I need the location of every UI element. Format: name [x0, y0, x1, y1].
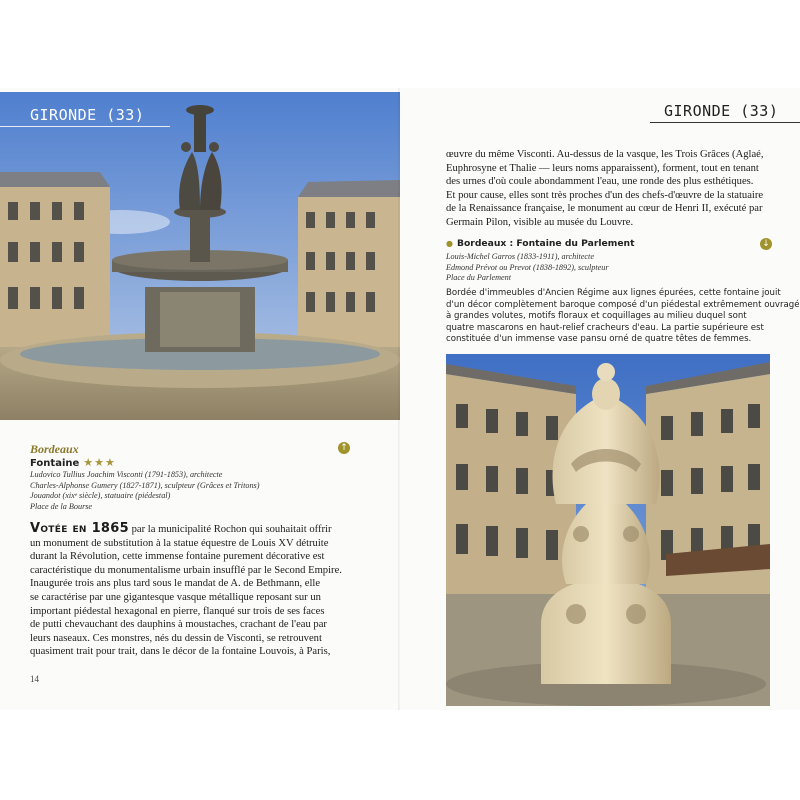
entry-title: Bordeaux : Fontaine du Parlement	[456, 238, 635, 249]
fontaine-des-trois-graces-photo	[0, 92, 400, 420]
body-line: Bordée d'immeubles d'Ancien Régime aux lignes épurées, cette fontaine jouit	[446, 288, 781, 298]
lead-in: Votée en 1865	[30, 521, 129, 536]
body-line: d'un décor complètement baroque composé d'un piédestal extrêmement ouvragé	[446, 299, 800, 310]
credit-line: Charles-Alphonse Gumery (1827-1871), sculpteur (Grâces et Tritons)	[30, 480, 260, 490]
credit-line: Ludovico Tullius Joachim Visconti (1791-1853), architecte	[30, 470, 223, 479]
entry-title: Fontaine	[30, 458, 80, 469]
body-line: Inaugurée trois ans plus tard sous le mandat de A. de Bethmann, elle	[30, 578, 321, 590]
body-line: quatre mascarons en haut-relief cracheurs d'eau. La partie supérieure est	[446, 322, 764, 333]
credits-block-right	[446, 252, 776, 284]
body-line: se caractérise par une gigantesque vasque métallique reposant sur un	[30, 591, 321, 603]
credit-line: Place du Parlement	[446, 273, 512, 282]
city-name: Bordeaux	[30, 442, 79, 456]
body-line: caractéristique du monumentalisme urbain insufflé par le Second Empire.	[30, 564, 342, 576]
header-rule	[0, 126, 170, 127]
body-line: leurs naseaux. Ces monstres, nés du dessin de Visconti, se retrouvent	[30, 632, 322, 644]
body-line: Et pour cause, elles sont très proches d'un des chefs-d'œuvre de la statuaire	[446, 189, 764, 201]
arrow-down-circle-icon[interactable]: ↓	[760, 238, 772, 250]
star-rating: ★★★	[83, 456, 116, 469]
body-line: constituée d'un immense vase pansu orné de quatre têtes de femmes.	[446, 334, 752, 345]
body-text-right-2	[446, 288, 800, 346]
entry-heading	[30, 456, 116, 469]
header-rule	[650, 122, 800, 123]
body-line: Germain Pilon, visible au musée du Louvre.	[446, 216, 634, 228]
body-text-right	[446, 148, 786, 230]
bullet-icon: ●	[446, 239, 453, 248]
body-line: Votée en 1865 par la municipalité Rochon qui souhaitait offrir	[30, 521, 332, 536]
page-number: 14	[30, 674, 39, 684]
arrow-up-circle-icon[interactable]: ↑	[338, 442, 350, 454]
body-line: de la Renaissance française, le monument au cœur de Henri II, exécuté par	[446, 203, 763, 215]
entry-heading-right	[446, 238, 635, 249]
body-line: quasiment trait pour trait, dans le décor de la fontaine Louvois, à Paris,	[30, 646, 331, 658]
body-line: à grandes volutes, motifs floraux et coquillages au milieu duquel sont	[446, 311, 747, 322]
body-line: important piédestal hexagonal en pierre, flanqué sur trois de ses faces	[30, 605, 325, 617]
fontaine-du-parlement-photo	[446, 354, 770, 706]
body-line: Euphrosyne et Thalie — leurs noms apparaissent), forment, tout en tenant	[446, 162, 759, 174]
credit-line: Edmond Prévot ou Prevot (1838-1892), sculpteur	[446, 262, 609, 272]
running-header-right: GIRONDE (33)	[664, 102, 779, 120]
credits-block	[30, 470, 360, 512]
credit-line: Louis-Michel Garros (1833-1911), architecte	[446, 252, 594, 261]
body-line: des urnes d'où coule abondamment l'eau, une ronde des plus esthétiques.	[446, 176, 754, 188]
running-header-left: GIRONDE (33)	[30, 106, 145, 124]
left-page	[0, 88, 400, 710]
body-line: durant la Révolution, cette immense fontaine purement décorative est	[30, 551, 325, 563]
credit-line: Place de la Bourse	[30, 501, 93, 511]
body-line: œuvre du même Visconti. Au-dessus de la vasque, les Trois Grâces (Aglaé,	[446, 149, 764, 160]
body-line: de putti chevauchant des dauphins à moustaches, crachant de l'eau par	[30, 619, 327, 631]
body-line: un monument de substitution à la statue équestre de Louis XV détruite	[30, 537, 329, 549]
body-text-left	[30, 522, 366, 659]
credit-line: Jouandot (xixᵉ siècle), statuaire (piédestal)	[30, 491, 171, 500]
right-page	[400, 88, 800, 710]
